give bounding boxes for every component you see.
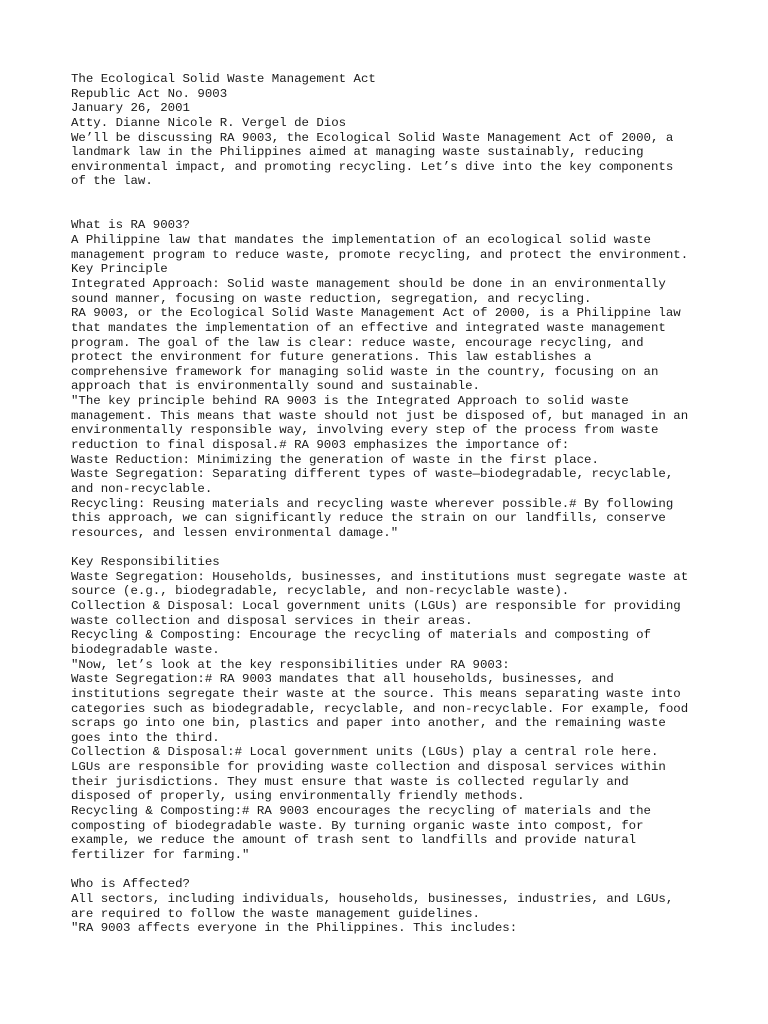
text-line: Republic Act No. 9003 bbox=[71, 86, 228, 101]
text-line: Collection & Disposal:# Local government units (LGUs) play a central role here. bbox=[71, 745, 659, 760]
text-line: The Ecological Solid Waste Management Act bbox=[71, 72, 376, 86]
text-line: Integrated Approach: Solid waste management should be done in an environmentally bbox=[71, 276, 666, 291]
text-line: "Now, let’s look at the key responsibilities under RA 9003: bbox=[71, 657, 510, 672]
text-line: categories such as biodegradable, recyclable, and non-recyclable. For example, food bbox=[71, 701, 689, 716]
text-line: landmark law in the Philippines aimed at managing waste sustainably, reducing bbox=[71, 145, 644, 160]
text-line: RA 9003, or the Ecological Solid Waste Management Act of 2000, is a Philippine law bbox=[71, 306, 681, 321]
text-line: A Philippine law that mandates the implementation of an ecological solid waste bbox=[71, 233, 651, 248]
text-line: institutions segregate their waste at the source. This means separating waste into bbox=[71, 686, 681, 701]
text-line: Waste Reduction: Minimizing the generation of waste in the first place. bbox=[71, 452, 599, 467]
blank-line bbox=[71, 863, 731, 878]
blank-line bbox=[71, 189, 731, 204]
text-line: LGUs are responsible for providing waste collection and disposal services within bbox=[71, 760, 666, 775]
text-line: scraps go into one bin, plastics and paper into another, and the remaining waste bbox=[71, 716, 666, 731]
text-line: "RA 9003 affects everyone in the Philippines. This includes: bbox=[71, 921, 518, 936]
text-line: Key Responsibilities bbox=[71, 555, 220, 570]
text-line: their jurisdictions. They must ensure that waste is collected regularly and bbox=[71, 774, 629, 789]
document-page bbox=[71, 72, 731, 936]
text-line: Recycling & Composting:# RA 9003 encourages the recycling of materials and the bbox=[71, 804, 651, 819]
text-line: of the law. bbox=[71, 174, 153, 189]
text-line: are required to follow the waste management guidelines. bbox=[71, 906, 480, 921]
text-line: Recycling & Composting: Encourage the recycling of materials and composting of bbox=[71, 628, 651, 643]
text-line: and non-recyclable. bbox=[71, 481, 213, 496]
text-line: environmental impact, and promoting recycling. Let’s dive into the key components bbox=[71, 159, 674, 174]
text-line: program. The goal of the law is clear: reduce waste, encourage recycling, and bbox=[71, 335, 644, 350]
text-line: approach that is environmentally sound and sustainable. bbox=[71, 379, 480, 394]
text-line: management. This means that waste should not just be disposed of, but managed in an bbox=[71, 408, 689, 423]
text-line: Key Principle bbox=[71, 262, 168, 277]
text-line: All sectors, including individuals, households, businesses, industries, and LGUs, bbox=[71, 891, 674, 906]
blank-line bbox=[71, 204, 731, 219]
blank-line bbox=[71, 541, 731, 556]
text-line: source (e.g., biodegradable, recyclable, and non-recyclable waste). bbox=[71, 584, 570, 599]
text-line: disposed of properly, using environmentally friendly methods. bbox=[71, 789, 525, 804]
text-line: fertilizer for farming." bbox=[71, 847, 250, 862]
text-line: Atty. Dianne Nicole R. Vergel de Dios bbox=[71, 115, 347, 130]
text-line: environmentally responsible way, involving every step of the process from waste bbox=[71, 423, 659, 438]
text-line: sound manner, focusing on waste reduction, segregation, and recycling. bbox=[71, 291, 592, 306]
text-line: protect the environment for future generations. This law establishes a bbox=[71, 350, 592, 365]
text-line: We’ll be discussing RA 9003, the Ecological Solid Waste Management Act of 2000, a bbox=[71, 130, 674, 145]
text-line: reduction to final disposal.# RA 9003 emphasizes the importance of: bbox=[71, 438, 570, 453]
text-line: Recycling: Reusing materials and recycling waste wherever possible.# By following bbox=[71, 496, 674, 511]
text-line: What is RA 9003? bbox=[71, 218, 190, 233]
text-line: Waste Segregation: Households, businesses, and institutions must segregate waste at bbox=[71, 569, 689, 584]
text-line: Who is Affected? bbox=[71, 877, 190, 892]
text-line: Collection & Disposal: Local government units (LGUs) are responsible for providing bbox=[71, 599, 681, 614]
text-line: composting of biodegradable waste. By turning organic waste into compost, for bbox=[71, 818, 644, 833]
text-line: that mandates the implementation of an effective and integrated waste management bbox=[71, 320, 666, 335]
text-line: goes into the third. bbox=[71, 730, 220, 745]
text-line: Waste Segregation:# RA 9003 mandates that all households, businesses, and bbox=[71, 672, 614, 687]
text-line: this approach, we can significantly reduce the strain on our landfills, conserve bbox=[71, 511, 666, 526]
text-line: example, we reduce the amount of trash sent to landfills and provide natural bbox=[71, 833, 637, 848]
text-line: resources, and lessen environmental damage." bbox=[71, 525, 399, 540]
text-line: January 26, 2001 bbox=[71, 101, 190, 116]
text-line: "The key principle behind RA 9003 is the Integrated Approach to solid waste bbox=[71, 394, 629, 409]
text-line: comprehensive framework for managing solid waste in the country, focusing on an bbox=[71, 364, 659, 379]
text-line: biodegradable waste. bbox=[71, 642, 220, 657]
text-line: management program to reduce waste, promote recycling, and protect the environment. bbox=[71, 247, 689, 262]
text-line: Waste Segregation: Separating different types of waste—biodegradable, recyclable, bbox=[71, 467, 674, 482]
text-line: waste collection and disposal services in their areas. bbox=[71, 613, 473, 628]
